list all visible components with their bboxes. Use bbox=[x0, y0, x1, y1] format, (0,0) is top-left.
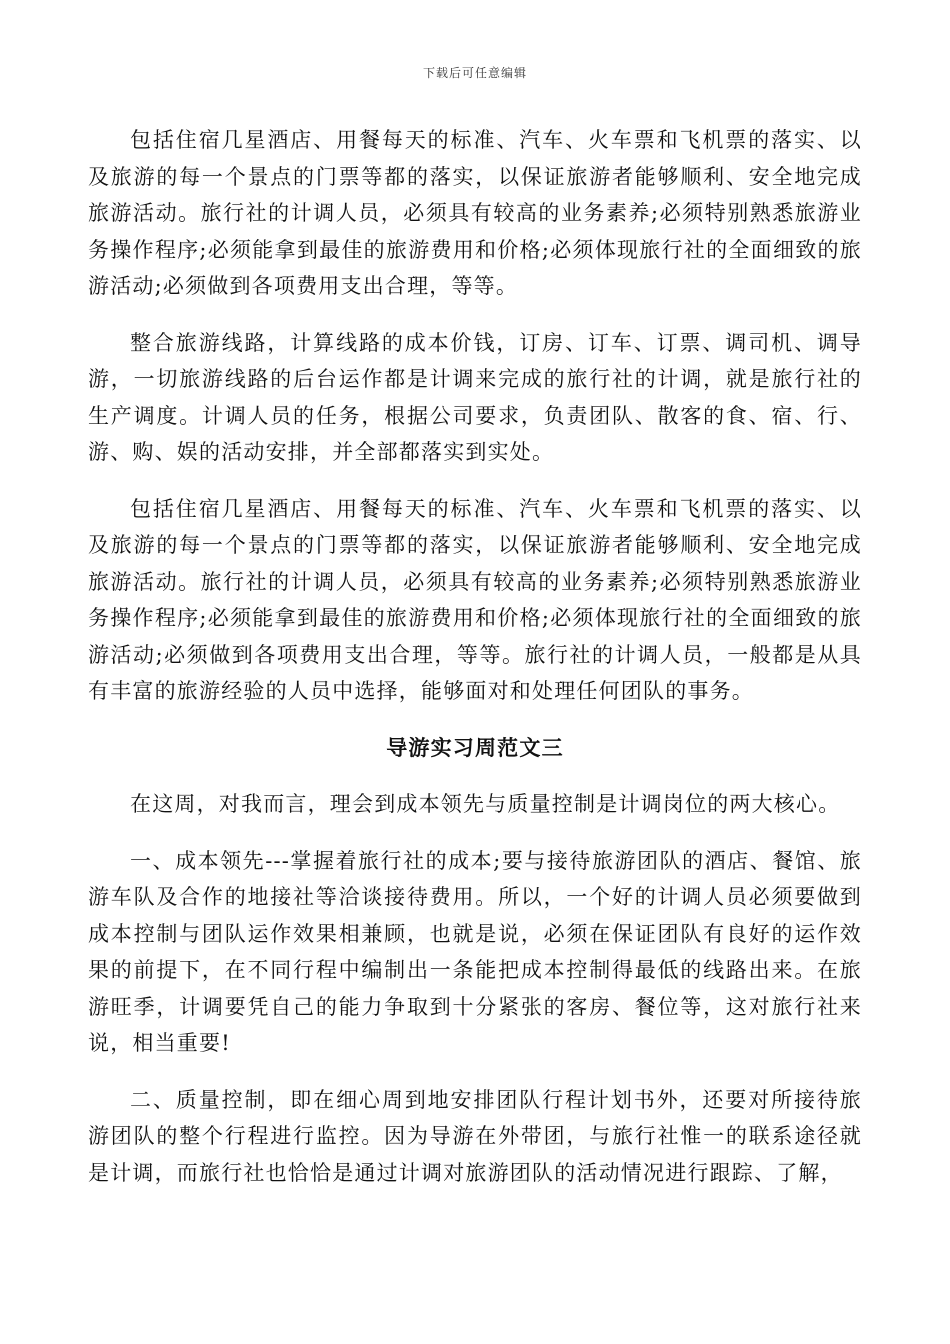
paragraph: 一、成本领先---掌握着旅行社的成本;要与接待旅游团队的酒店、餐馆、旅游车队及合作的地接社等洽谈接待费用。所以，一个好的计调人员必须要做到成本控制与团队运作效果相兼顾，也就是说，必须在保证团队有良好的运作效果的前提下，在不同行程中编制出一条能把成本控制得最低的线路出来。在旅游旺季，计调要凭自己的能力争取到十分紧张的客房、餐位等，这对旅行社来说，相当重要! bbox=[88, 848, 862, 1055]
paragraph: 二、质量控制，即在细心周到地安排团队行程计划书外，还要对所接待旅游团队的整个行程进行监控。因为导游在外带团，与旅行社惟一的联系途径就是计调，而旅行社也恰恰是通过计调对旅游团队的活动情况进行跟踪、了解， bbox=[88, 1087, 862, 1185]
paragraph: 包括住宿几星酒店、用餐每天的标准、汽车、火车票和飞机票的落实、以及旅游的每一个景点的门票等都的落实，以保证旅游者能够顺利、安全地完成旅游活动。旅行社的计调人员，必须具有较高的业务素养;必须特别熟悉旅游业务操作程序;必须能拿到最佳的旅游费用和价格;必须体现旅行社的全面细致的旅游活动;必须做到各项费用支出合理，等等。旅行社的计调人员，一般都是从具有丰富的旅游经验的人员中选择，能够面对和处理任何团队的事务。 bbox=[88, 496, 862, 703]
document-body bbox=[88, 122, 862, 1211]
section-title: 导游实习周范文三 bbox=[386, 734, 564, 760]
paragraph: 包括住宿几星酒店、用餐每天的标准、汽车、火车票和飞机票的落实、以及旅游的每一个景点的门票等都的落实，以保证旅游者能够顺利、安全地完成旅游活动。旅行社的计调人员，必须具有较高的业务素养;必须特别熟悉旅游业务操作程序;必须能拿到最佳的旅游费用和价格;必须体现旅行社的全面细致的旅游活动;必须做到各项费用支出合理，等等。 bbox=[88, 128, 862, 298]
paragraph: 整合旅游线路，计算线路的成本价钱，订房、订车、订票、调司机、调导游，一切旅游线路的后台运作都是计调来完成的旅行社的计调，就是旅行社的生产调度。计调人员的任务，根据公司要求，负责团队、散客的食、宿、行、游、购、娱的活动安排，并全部都落实到实处。 bbox=[88, 330, 862, 464]
page-header: 下载后可任意编辑 bbox=[422, 66, 527, 80]
paragraph: 在这周，对我而言，理会到成本领先与质量控制是计调岗位的两大核心。 bbox=[130, 792, 841, 816]
